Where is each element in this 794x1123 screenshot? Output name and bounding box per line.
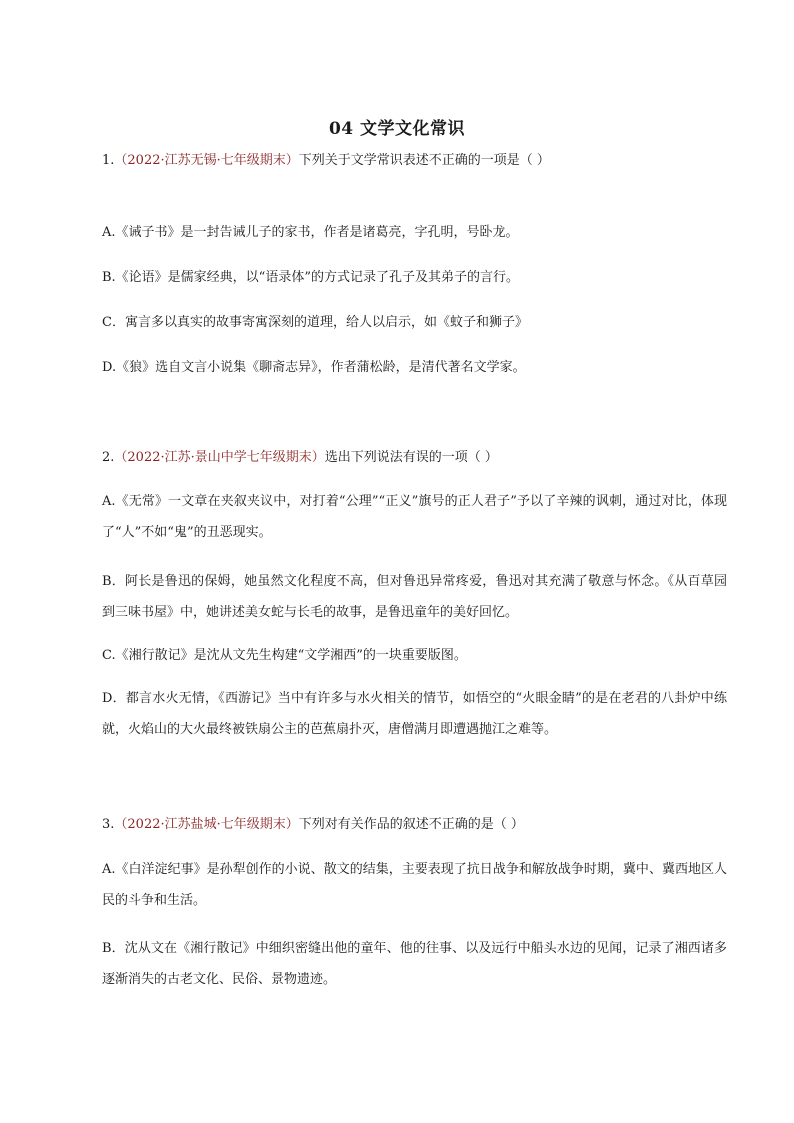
question-number: 1. [102, 153, 115, 168]
question-2-option-b: B．阿长是鲁迅的保姆，她虽然文化程度不高，但对鲁迅异常疼爱，鲁迅对其充满了敬意与怀念。《从百草园到三味书屋》中，她讲述美女蛇与长毛的故事，是鲁迅童年的美好回忆。 [102, 574, 727, 620]
question-source: （2022·江苏·景山中学七年级期末） [114, 450, 325, 465]
question-1-option-c: C．寓言多以真实的故事寄寓深刻的道理，给人以启示，如《蚊子和狮子》 [102, 315, 528, 330]
question-1-option-d: D.《狼》选自文言小说集《聊斋志异》，作者蒲松龄，是清代著名文学家。 [102, 360, 526, 375]
question-2-option-c: C.《湘行散记》是沈从文先生构建“文学湘西”的一块重要版图。 [102, 648, 467, 663]
question-stem: 选出下列说法有误的一项（ ） [324, 450, 498, 465]
question-number: 2. [102, 450, 115, 465]
question-1-header [102, 151, 722, 171]
question-3-option-b: B．沈从文在《湘行散记》中细织密缝出他的童年、他的往事、以及远行中船头水边的见闻，记录了湘西诸多逐渐消失的古老文化、民俗、景物遗迹。 [102, 941, 727, 987]
question-2-header [102, 448, 722, 468]
question-source: （2022·江苏盐城·七年级期末） [114, 817, 299, 832]
question-2-option-d: D．都言水火无情，《西游记》当中有许多与水火相关的情节，如悟空的“火眼金睛”的是在老君的八卦炉中练就，火焰山的大火最终被铁扇公主的芭蕉扇扑灭，唐僧满月即遭遇抛江之难等。 [102, 691, 727, 737]
question-source: （2022·江苏无锡·七年级期末） [114, 153, 299, 168]
question-1-option-a: A.《诫子书》是一封告诫儿子的家书，作者是诸葛亮，字孔明，号卧龙。 [102, 225, 519, 240]
question-3-option-a: A.《白洋淀纪事》是孙犁创作的小说、散文的结集，主要表现了抗日战争和解放战争时期，冀中、冀西地区人民的斗争和生活。 [102, 862, 727, 908]
question-stem: 下列关于文学常识表述不正确的一项是（ ） [298, 153, 550, 168]
question-1-option-b: B.《论语》是儒家经典，以“语录体”的方式记录了孔子及其弟子的言行。 [102, 270, 519, 285]
question-stem: 下列对有关作品的叙述不正确的是（ ） [298, 817, 524, 832]
question-2-option-a: A.《无常》一文章在夹叙夹议中，对打着“公理”“正义”旗号的正人君子”予以了辛辣的讽刺，通过对比，体现了“人”不如“鬼”的丑恶现实。 [102, 494, 727, 540]
page-title: 04 文学文化常识 [328, 119, 466, 139]
question-number: 3. [102, 817, 115, 832]
question-3-header [102, 815, 722, 835]
